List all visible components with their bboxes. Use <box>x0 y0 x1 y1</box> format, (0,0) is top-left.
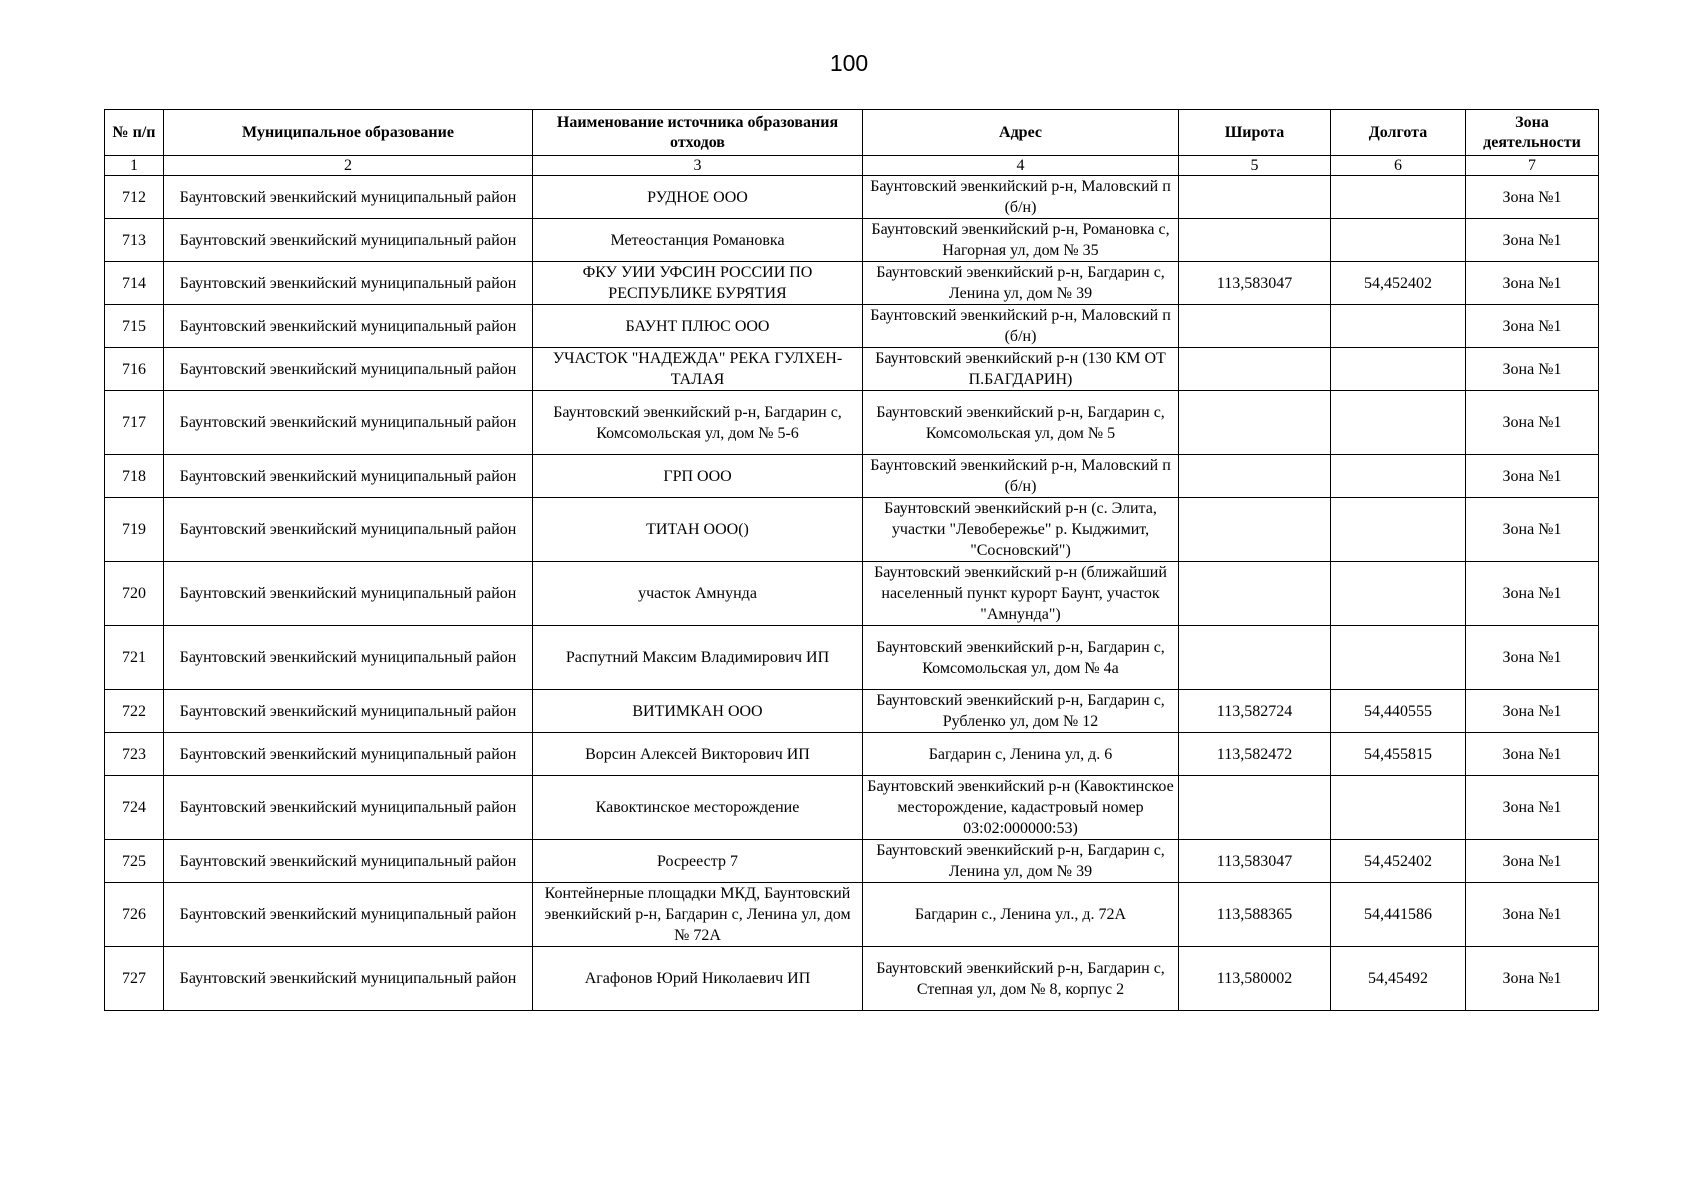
municipality-cell: Баунтовский эвенкийский муниципальный район <box>164 219 533 262</box>
address-cell: Баунтовский эвенкийский р-н (с. Элита, участки "Левобережье" р. Кыджимит, "Сосновский") <box>863 498 1179 562</box>
latitude-cell <box>1179 498 1331 562</box>
longitude-cell <box>1331 348 1466 391</box>
column-number: 6 <box>1331 156 1466 176</box>
page-number: 100 <box>829 50 869 76</box>
table-row <box>105 883 1599 947</box>
row-number: 720 <box>105 562 164 626</box>
table-row <box>105 262 1599 305</box>
address-cell: Баунтовский эвенкийский р-н, Багдарин с, Ленина ул, дом № 39 <box>863 840 1179 883</box>
header-municipality: Муниципальное образование <box>164 110 533 156</box>
longitude-cell <box>1331 776 1466 840</box>
source-cell: Контейнерные площадки МКД, Баунтовский эвенкийский р-н, Багдарин с, Ленина ул, дом № 72А <box>533 883 863 947</box>
address-cell: Баунтовский эвенкийский р-н, Багдарин с, Комсомольская ул, дом № 5 <box>863 391 1179 455</box>
row-number: 726 <box>105 883 164 947</box>
address-cell: Баунтовский эвенкийский р-н, Багдарин с, Комсомольская ул, дом № 4а <box>863 626 1179 690</box>
municipality-cell: Баунтовский эвенкийский муниципальный район <box>164 776 533 840</box>
address-cell: Баунтовский эвенкийский р-н (Кавоктинское месторождение, кадастровый номер 03:02:000000:53) <box>863 776 1179 840</box>
address-cell: Багдарин с., Ленина ул., д. 72А <box>863 883 1179 947</box>
header-latitude: Широта <box>1179 110 1331 156</box>
source-cell: РУДНОЕ ООО <box>533 176 863 219</box>
longitude-cell: 54,455815 <box>1331 733 1466 776</box>
municipality-cell: Баунтовский эвенкийский муниципальный район <box>164 498 533 562</box>
source-cell: ТИТАН ООО() <box>533 498 863 562</box>
zone-cell: Зона №1 <box>1466 391 1599 455</box>
municipality-cell: Баунтовский эвенкийский муниципальный район <box>164 840 533 883</box>
source-cell: ГРП ООО <box>533 455 863 498</box>
address-cell: Баунтовский эвенкийский р-н (ближайший населенный пункт курорт Баунт, участок "Амнунда") <box>863 562 1179 626</box>
municipality-cell: Баунтовский эвенкийский муниципальный район <box>164 348 533 391</box>
row-number: 712 <box>105 176 164 219</box>
table-row <box>105 690 1599 733</box>
table-row <box>105 391 1599 455</box>
latitude-cell <box>1179 776 1331 840</box>
latitude-cell <box>1179 562 1331 626</box>
row-number: 717 <box>105 391 164 455</box>
address-cell: Баунтовский эвенкийский р-н, Багдарин с, Степная ул, дом № 8, корпус 2 <box>863 947 1179 1011</box>
longitude-cell: 54,452402 <box>1331 840 1466 883</box>
column-number: 7 <box>1466 156 1599 176</box>
row-number: 716 <box>105 348 164 391</box>
header-zone: Зона деятельности <box>1466 110 1599 156</box>
header-longitude: Долгота <box>1331 110 1466 156</box>
row-number: 724 <box>105 776 164 840</box>
column-number: 5 <box>1179 156 1331 176</box>
column-number: 2 <box>164 156 533 176</box>
zone-cell: Зона №1 <box>1466 348 1599 391</box>
table-row <box>105 305 1599 348</box>
source-cell: УЧАСТОК "НАДЕЖДА" РЕКА ГУЛХЕН-ТАЛАЯ <box>533 348 863 391</box>
table-row <box>105 455 1599 498</box>
longitude-cell <box>1331 498 1466 562</box>
table-row <box>105 947 1599 1011</box>
row-number: 722 <box>105 690 164 733</box>
longitude-cell: 54,440555 <box>1331 690 1466 733</box>
row-number: 718 <box>105 455 164 498</box>
latitude-cell: 113,582472 <box>1179 733 1331 776</box>
table-row <box>105 176 1599 219</box>
latitude-cell <box>1179 391 1331 455</box>
column-number-row <box>105 156 1599 176</box>
municipality-cell: Баунтовский эвенкийский муниципальный район <box>164 626 533 690</box>
zone-cell: Зона №1 <box>1466 690 1599 733</box>
longitude-cell <box>1331 219 1466 262</box>
latitude-cell: 113,588365 <box>1179 883 1331 947</box>
source-cell: Агафонов Юрий Николаевич ИП <box>533 947 863 1011</box>
zone-cell: Зона №1 <box>1466 562 1599 626</box>
table-row <box>105 626 1599 690</box>
row-number: 713 <box>105 219 164 262</box>
municipality-cell: Баунтовский эвенкийский муниципальный район <box>164 947 533 1011</box>
zone-cell: Зона №1 <box>1466 947 1599 1011</box>
zone-cell: Зона №1 <box>1466 776 1599 840</box>
zone-cell: Зона №1 <box>1466 626 1599 690</box>
latitude-cell <box>1179 348 1331 391</box>
latitude-cell: 113,580002 <box>1179 947 1331 1011</box>
table-row <box>105 348 1599 391</box>
municipality-cell: Баунтовский эвенкийский муниципальный район <box>164 733 533 776</box>
longitude-cell <box>1331 455 1466 498</box>
row-number: 725 <box>105 840 164 883</box>
address-cell: Баунтовский эвенкийский р-н, Маловский п (б/н) <box>863 176 1179 219</box>
table-row <box>105 840 1599 883</box>
longitude-cell: 54,452402 <box>1331 262 1466 305</box>
latitude-cell <box>1179 305 1331 348</box>
row-number: 719 <box>105 498 164 562</box>
column-number: 3 <box>533 156 863 176</box>
zone-cell: Зона №1 <box>1466 305 1599 348</box>
municipality-cell: Баунтовский эвенкийский муниципальный район <box>164 262 533 305</box>
latitude-cell: 113,583047 <box>1179 262 1331 305</box>
address-cell: Баунтовский эвенкийский р-н, Багдарин с, Ленина ул, дом № 39 <box>863 262 1179 305</box>
header-row <box>105 110 1599 156</box>
latitude-cell <box>1179 626 1331 690</box>
header-address: Адрес <box>863 110 1179 156</box>
latitude-cell: 113,582724 <box>1179 690 1331 733</box>
source-cell: Кавоктинское месторождение <box>533 776 863 840</box>
longitude-cell <box>1331 176 1466 219</box>
table-row <box>105 219 1599 262</box>
zone-cell: Зона №1 <box>1466 883 1599 947</box>
source-cell: Баунтовский эвенкийский р-н, Багдарин с, Комсомольская ул, дом № 5-6 <box>533 391 863 455</box>
source-cell: ФКУ УИИ УФСИН РОССИИ ПО РЕСПУБЛИКЕ БУРЯТИЯ <box>533 262 863 305</box>
source-cell: Метеостанция Романовка <box>533 219 863 262</box>
zone-cell: Зона №1 <box>1466 262 1599 305</box>
municipality-cell: Баунтовский эвенкийский муниципальный район <box>164 455 533 498</box>
table-row <box>105 776 1599 840</box>
row-number: 714 <box>105 262 164 305</box>
source-cell: ВИТИМКАН ООО <box>533 690 863 733</box>
longitude-cell <box>1331 391 1466 455</box>
municipality-cell: Баунтовский эвенкийский муниципальный район <box>164 690 533 733</box>
zone-cell: Зона №1 <box>1466 176 1599 219</box>
waste-sources-table <box>104 109 1599 1011</box>
source-cell: Ворсин Алексей Викторович ИП <box>533 733 863 776</box>
municipality-cell: Баунтовский эвенкийский муниципальный район <box>164 305 533 348</box>
table-row <box>105 562 1599 626</box>
longitude-cell <box>1331 626 1466 690</box>
row-number: 727 <box>105 947 164 1011</box>
zone-cell: Зона №1 <box>1466 840 1599 883</box>
longitude-cell <box>1331 562 1466 626</box>
latitude-cell: 113,583047 <box>1179 840 1331 883</box>
row-number: 721 <box>105 626 164 690</box>
address-cell: Багдарин с, Ленина ул, д. 6 <box>863 733 1179 776</box>
table-row <box>105 498 1599 562</box>
row-number: 715 <box>105 305 164 348</box>
zone-cell: Зона №1 <box>1466 219 1599 262</box>
address-cell: Баунтовский эвенкийский р-н, Маловский п (б/н) <box>863 455 1179 498</box>
municipality-cell: Баунтовский эвенкийский муниципальный район <box>164 391 533 455</box>
address-cell: Баунтовский эвенкийский р-н, Романовка с, Нагорная ул, дом № 35 <box>863 219 1179 262</box>
address-cell: Баунтовский эвенкийский р-н, Багдарин с, Рубленко ул, дом № 12 <box>863 690 1179 733</box>
column-number: 4 <box>863 156 1179 176</box>
header-row-number: № п/п <box>105 110 164 156</box>
latitude-cell <box>1179 455 1331 498</box>
table-row <box>105 733 1599 776</box>
column-number: 1 <box>105 156 164 176</box>
longitude-cell: 54,45492 <box>1331 947 1466 1011</box>
source-cell: Росреестр 7 <box>533 840 863 883</box>
municipality-cell: Баунтовский эвенкийский муниципальный район <box>164 562 533 626</box>
longitude-cell: 54,441586 <box>1331 883 1466 947</box>
source-cell: БАУНТ ПЛЮС ООО <box>533 305 863 348</box>
longitude-cell <box>1331 305 1466 348</box>
source-cell: участок Амнунда <box>533 562 863 626</box>
source-cell: Распутний Максим Владимирович ИП <box>533 626 863 690</box>
address-cell: Баунтовский эвенкийский р-н, Маловский п (б/н) <box>863 305 1179 348</box>
municipality-cell: Баунтовский эвенкийский муниципальный район <box>164 883 533 947</box>
latitude-cell <box>1179 219 1331 262</box>
zone-cell: Зона №1 <box>1466 498 1599 562</box>
row-number: 723 <box>105 733 164 776</box>
zone-cell: Зона №1 <box>1466 733 1599 776</box>
address-cell: Баунтовский эвенкийский р-н (130 КМ ОТ П.БАГДАРИН) <box>863 348 1179 391</box>
zone-cell: Зона №1 <box>1466 455 1599 498</box>
municipality-cell: Баунтовский эвенкийский муниципальный район <box>164 176 533 219</box>
header-source-name: Наименование источника образования отходов <box>533 110 863 156</box>
latitude-cell <box>1179 176 1331 219</box>
